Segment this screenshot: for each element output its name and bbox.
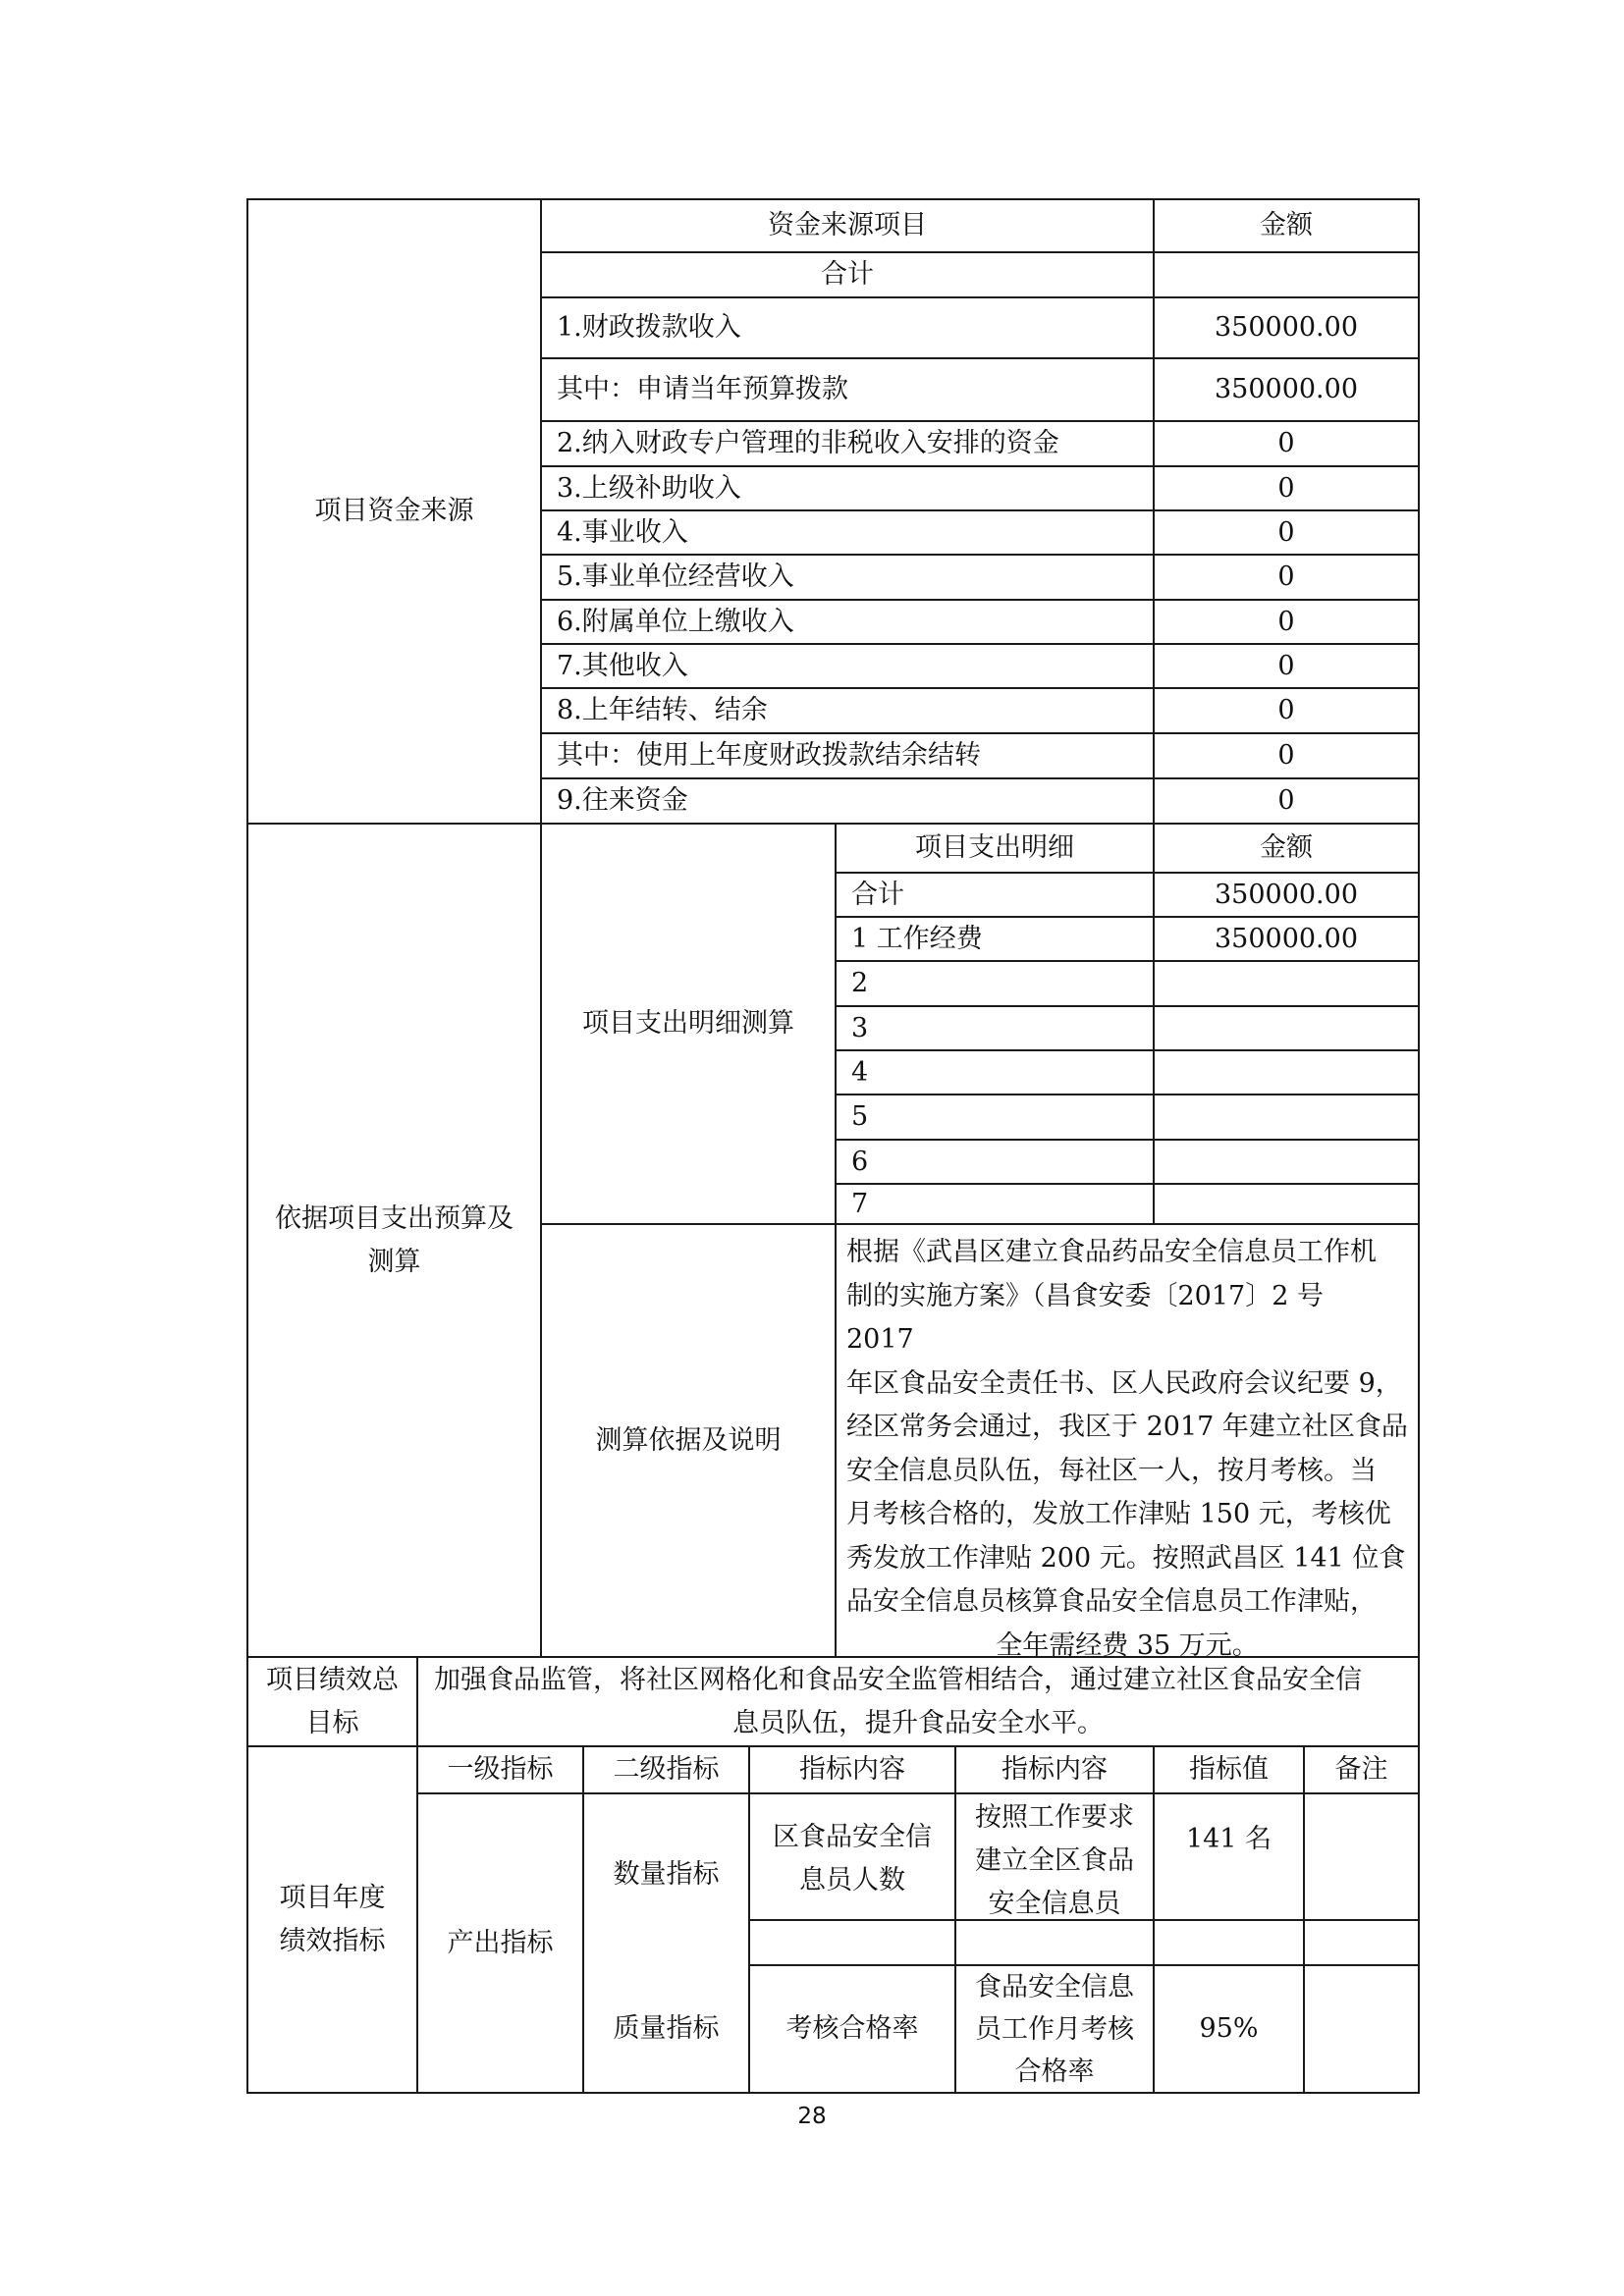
- detail-row-item: 合计: [851, 879, 904, 910]
- funding-total-amount: [1155, 253, 1418, 296]
- funding-header-item: 资金来源项目: [768, 210, 927, 240]
- quality-note: [1305, 1966, 1418, 2092]
- quantity-content2-line: 安全信息员: [988, 1889, 1121, 1919]
- detail-row-amount: 350000.00: [1214, 879, 1358, 910]
- quantity-value: 141 名: [1185, 1824, 1272, 1854]
- funding-row-amount: 0: [1277, 516, 1295, 548]
- funding-row-amount: 0: [1277, 428, 1295, 458]
- quality-content2: [956, 1966, 1153, 2093]
- detail-row-amount: 350000.00: [1214, 923, 1358, 954]
- detail-row-amount: [1155, 1051, 1418, 1094]
- quality-content2-line: 合格率: [1014, 2056, 1095, 2087]
- funding-row-item: 6.附属单位上缴收入: [557, 606, 794, 637]
- quantity-content1-line: 息员人数: [799, 1865, 905, 1896]
- funding-row-item: 2.纳入财政专户管理的非税收入安排的资金: [557, 428, 1059, 458]
- basis-line: 全年需经费 35 万元。: [996, 1629, 1259, 1661]
- detail-row-item: 1 工作经费: [851, 923, 983, 954]
- detail-row-item: 6: [851, 1146, 869, 1177]
- header-note: 备注: [1334, 1754, 1388, 1785]
- basis-line: 安全信息员队伍，每社区一人，按月考核。当: [846, 1455, 1377, 1486]
- quality-value: 95%: [1199, 2013, 1259, 2044]
- funding-row-item: 9.往来资金: [557, 785, 688, 816]
- quantity-content2: [956, 1796, 1153, 1926]
- quantity-content1-line: 区食品安全信: [773, 1822, 932, 1852]
- indicator-label-line1: 项目年度: [279, 1883, 386, 1913]
- funding-row-item: 1.财政拨款收入: [557, 312, 741, 343]
- funding-total-label: 合计: [821, 259, 874, 290]
- header-content: 指标内容: [799, 1754, 905, 1785]
- basis-line: 制的实施方案》（昌食安委〔2017〕2 号 2017: [846, 1280, 1350, 1355]
- funding-row-amount: 0: [1277, 695, 1295, 725]
- quantity-note: [1305, 1794, 1418, 1919]
- goal-text-line1: 加强食品监管，将社区网格化和食品安全监管相结合，通过建立社区食品安全信: [434, 1665, 1362, 1695]
- level2-quantity: 数量指标: [613, 1859, 720, 1890]
- funding-row-amount: 0: [1277, 472, 1295, 504]
- quantity-content2-line: 按照工作要求: [975, 1802, 1134, 1833]
- basis-explanation-label: 测算依据及说明: [595, 1424, 782, 1456]
- funding-row-amount: 0: [1277, 561, 1295, 592]
- funding-row-item: 4.事业收入: [557, 516, 688, 548]
- detail-row-item: 4: [851, 1056, 869, 1088]
- quality-content1: 考核合格率: [785, 2013, 919, 2044]
- basis-line: 年区食品安全责任书、区人民政府会议纪要 9，: [846, 1367, 1402, 1399]
- detail-header-amount: 金额: [1260, 832, 1313, 863]
- basis-explanation-text: [846, 1231, 1408, 1668]
- header-value: 指标值: [1189, 1754, 1269, 1785]
- funding-row-amount: 350000.00: [1214, 374, 1358, 404]
- annual-indicator-label: [248, 1877, 416, 1963]
- funding-row-item: 8.上年结转、结余: [557, 695, 768, 725]
- detail-row-item: 3: [851, 1012, 869, 1043]
- detail-row-amount: [1155, 1007, 1418, 1049]
- goal-text-line2: 息员队伍，提升食品安全水平。: [732, 1708, 1104, 1738]
- basis-line: 经区常务会通过，我区于 2017 年建立社区食品: [846, 1412, 1408, 1442]
- page-number: 28: [797, 2104, 827, 2129]
- detail-row-item: 5: [851, 1101, 869, 1132]
- funding-row-amount: 0: [1277, 785, 1295, 816]
- performance-goal-label: [248, 1659, 416, 1745]
- basis-line: 根据《武昌区建立食品药品安全信息员工作机: [846, 1237, 1377, 1267]
- level2-quality: 质量指标: [613, 2013, 720, 2044]
- funding-row-amount: 0: [1277, 740, 1295, 771]
- performance-goal-text: [418, 1659, 1418, 1745]
- funding-source-label: 项目资金来源: [314, 496, 474, 526]
- quality-content2-line: 员工作月考核: [975, 2014, 1134, 2045]
- detail-row-amount: [1155, 1095, 1418, 1139]
- goal-label-line2: 目标: [305, 1708, 359, 1738]
- level1-output: 产出指标: [447, 1927, 554, 1958]
- detail-row-amount: [1155, 962, 1418, 1005]
- goal-label-line1: 项目绩效总: [266, 1665, 399, 1695]
- budget-label-line1: 依据项目支出预算及: [275, 1203, 514, 1234]
- funding-row-item: 7.其他收入: [557, 650, 688, 681]
- quality-content2-line: 食品安全信息: [975, 1972, 1134, 2002]
- funding-row-amount: 350000.00: [1214, 312, 1358, 343]
- funding-row-item: 3.上级补助收入: [557, 472, 741, 504]
- basis-line: 秀发放工作津贴 200 元。按照武昌区 141 位食: [846, 1542, 1406, 1574]
- indicator-label-line2: 绩效指标: [279, 1926, 386, 1956]
- funding-header-amount: 金额: [1260, 210, 1313, 240]
- detail-row-amount: [1155, 1141, 1418, 1183]
- header-content-2: 指标内容: [1001, 1754, 1108, 1785]
- quantity-content2-line: 建立全区食品: [975, 1845, 1134, 1876]
- funding-row-amount: 0: [1277, 606, 1295, 637]
- basis-line: 品安全信息员核算食品安全信息员工作津贴，: [846, 1586, 1377, 1617]
- funding-row-item: 5.事业单位经营收入: [557, 561, 794, 592]
- detail-row-item: 2: [851, 968, 869, 998]
- funding-row-item: 其中：申请当年预算拨款: [557, 374, 848, 404]
- basis-line: 月考核合格的，发放工作津贴 150 元，考核优: [846, 1499, 1391, 1529]
- detail-row-item: 7: [851, 1188, 869, 1219]
- budget-basis-section-label: [248, 1198, 540, 1284]
- funding-row-item: 其中：使用上年度财政拨款结余结转: [557, 740, 981, 771]
- header-level2: 二级指标: [613, 1754, 720, 1785]
- funding-row-amount: 0: [1277, 650, 1295, 681]
- header-level1: 一级指标: [447, 1754, 554, 1785]
- detail-header-item: 项目支出明细: [915, 832, 1074, 863]
- detail-row-amount: [1155, 1185, 1418, 1223]
- quantity-content1: [750, 1816, 954, 1902]
- budget-label-line2: 测算: [367, 1247, 421, 1277]
- detail-calc-label: 项目支出明细测算: [582, 1008, 794, 1039]
